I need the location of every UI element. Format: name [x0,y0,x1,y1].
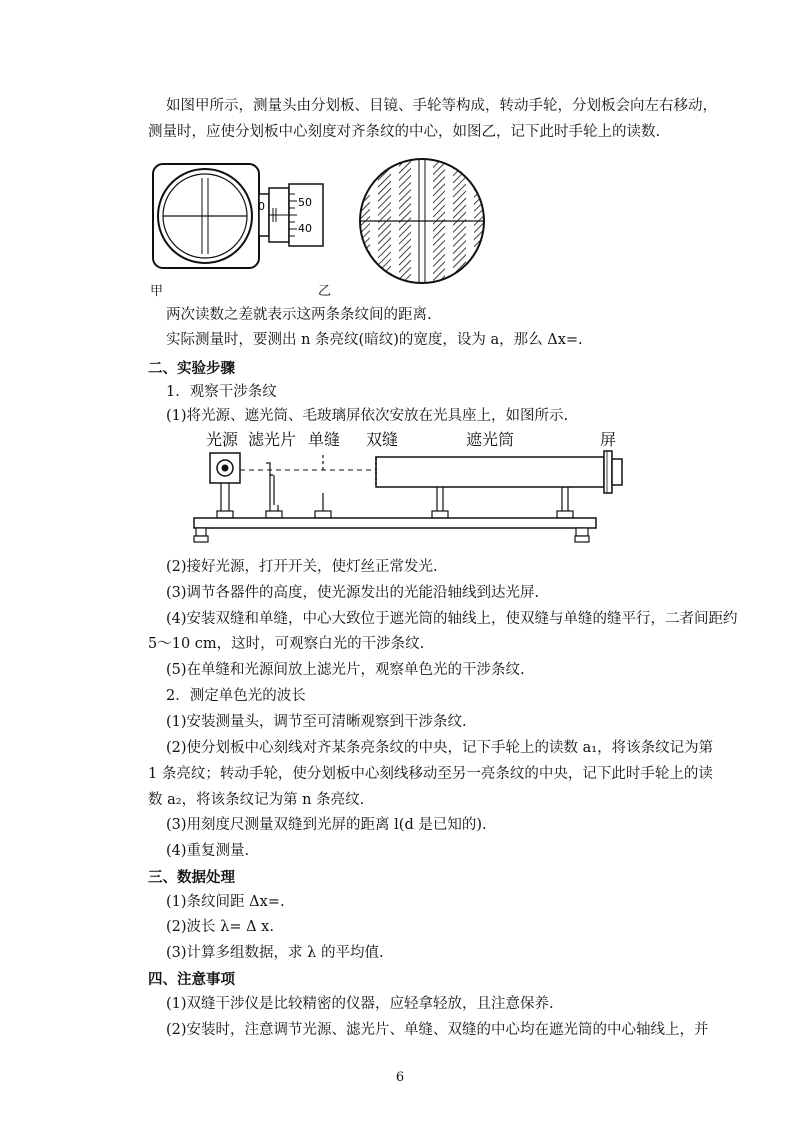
step-2-item-2a: (2)使分划板中心刻线对齐某条亮条纹的中央，记下手轮上的读数 a₁，将该条纹记为第 [166,740,714,756]
label-tube: 遮光筒 [466,430,515,449]
scale-label-40: 40 [298,222,312,235]
section-2-heading: 二、实验步骤 [148,360,235,377]
step-2-item-2b: 1 条亮纹；转动手轮，使分划板中心刻线移动至另一亮条纹的中央，记下此时手轮上的读 [148,766,713,782]
intro-line-1: 如图甲所示，测量头由分划板、目镜、手轮等构成，转动手轮，分划板会向左右移动， [166,98,717,114]
intro-line-2: 测量时，应使分划板中心刻度对齐条纹的中心，如图乙，记下此时手轮上的读数. [148,124,661,140]
section-4-heading: 四、注意事项 [148,971,235,988]
after-fig-line-1: 两次读数之差就表示这两条条纹间的距离. [166,307,432,323]
step-1-item-2: (2)接好光源，打开开关，使灯丝正常发光. [166,559,438,575]
scale-label-0: 0 [258,200,265,213]
note-item-2: (2)安装时，注意调节光源、滤光片、单缝、双缝的中心均在遮光筒的中心轴线上，并 [166,1022,709,1038]
figure-label-jia: 甲 [150,284,164,299]
step-1-item-1: (1)将光源、遮光筒、毛玻璃屏依次安放在光具座上，如图所示. [166,408,569,424]
step-2-item-1: (1)安装测量头，调节至可清晰观察到干涉条纹. [166,714,467,730]
apparatus-diagram [190,425,640,555]
step-2-item-3: (3)用刻度尺测量双缝到光屏的距离 l(d 是已知的). [166,817,487,833]
figure-measuring-head [150,160,330,275]
step-1-title: 1．观察干涉条纹 [166,384,277,400]
step-2-title: 2．测定单色光的波长 [166,688,306,704]
section-3-heading: 三、数据处理 [148,869,235,886]
step-2-item-4: (4)重复测量. [166,843,250,859]
scale-label-50: 50 [298,196,312,209]
data-item-2: (2)波长 λ= Δ x. [166,919,274,935]
step-2-item-2c: 数 a₂，将该条纹记为第 n 条亮纹. [148,792,365,808]
after-fig-line-2: 实际测量时，要测出 n 条亮纹(暗纹)的宽度，设为 a，那么 Δx=. [166,332,583,348]
step-1-item-4b: 5～10 cm，这时，可观察白光的干涉条纹. [148,636,425,652]
label-double-slit: 双缝 [366,430,399,449]
step-1-item-3: (3)调节各器件的高度，使光源发出的光能沿轴线到达光屏. [166,585,540,601]
label-light-source: 光源 [206,430,239,449]
figure-label-yi: 乙 [318,284,332,299]
data-item-1: (1)条纹间距 Δx=. [166,894,285,910]
figure-fringe-view [352,156,492,286]
page-number: 6 [395,1070,405,1085]
step-1-item-4a: (4)安装双缝和单缝，中心大致位于遮光筒的轴线上，使双缝与单缝的缝平行，二者间距约 [166,611,738,627]
label-single-slit: 单缝 [308,430,341,449]
data-item-3: (3)计算多组数据，求 λ 的平均值. [166,945,384,961]
step-1-item-5: (5)在单缝和光源间放上滤光片，观察单色光的干涉条纹. [166,662,525,678]
note-item-1: (1)双缝干涉仪是比较精密的仪器，应轻拿轻放，且注意保养. [166,996,554,1012]
label-filter: 滤光片 [248,430,297,449]
label-screen: 屏 [600,430,617,449]
